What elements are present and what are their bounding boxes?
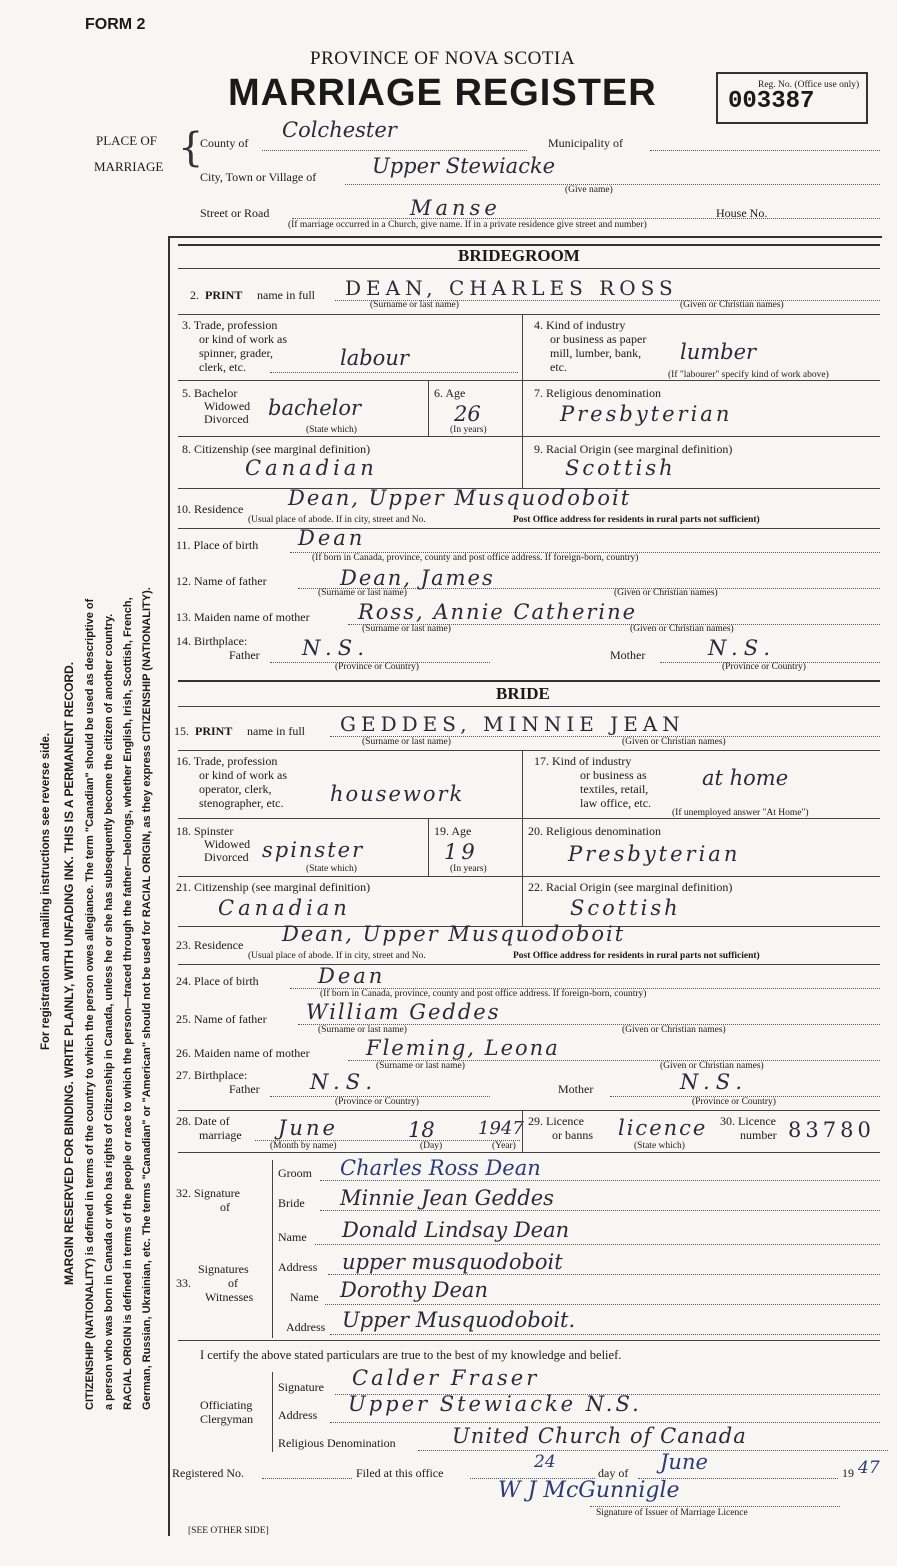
place-note: (If marriage occurred in a Church, give name. If in a private residence give street and number)	[288, 220, 647, 230]
f33-num: 33.	[176, 1276, 191, 1290]
bride-birth-hint: (If born in Canada, province, county and post office address. If foreign-born, country)	[320, 989, 647, 999]
f15-label: name in full	[247, 724, 305, 738]
w2-name: Dorothy Dean	[340, 1278, 488, 1302]
f8-label: 8. Citizenship (see marginal definition)	[182, 442, 371, 456]
groom-mother: Ross, Annie Catherine	[358, 600, 638, 624]
marriage-month: June	[278, 1116, 338, 1140]
groom-res-hint: (Usual place of abode. If in city, street and No.	[248, 515, 426, 525]
reg-no-value: 003387	[728, 88, 815, 115]
groom-religion: Presbyterian	[560, 402, 733, 426]
groom-birth-hint: (If born in Canada, province, county and post office address. If foreign-born, country)	[312, 553, 639, 563]
groom-in-years: (In years)	[450, 425, 487, 435]
f27-mother-label: Mother	[558, 1082, 594, 1096]
place-brace: {	[178, 125, 204, 171]
f4-label-c: mill, lumber, bank,	[550, 346, 642, 360]
bride-industry: at home	[702, 766, 789, 790]
f22-label: 22. Racial Origin (see marginal definition)	[528, 880, 733, 894]
day-hint: (Day)	[420, 1141, 443, 1151]
clergy-signature: Calder Fraser	[352, 1366, 540, 1390]
bride-surname-hint: (Surname or last name)	[362, 737, 451, 747]
year-prefix: 19	[842, 1466, 854, 1480]
f20-label: 20. Religious denomination	[528, 824, 661, 838]
licence-type: licence	[618, 1116, 708, 1140]
f24-label: 24. Place of birth	[176, 974, 259, 988]
f17-hint: (If unemployed answer "At Home")	[672, 808, 809, 818]
groom-origin: Scottish	[565, 456, 676, 480]
certify-text: I certify the above stated particulars are true to the best of my knowledge and belief.	[200, 1348, 622, 1362]
clergy-denom-label: Religious Denomination	[278, 1436, 396, 1450]
w2-addr-label: Address	[286, 1320, 326, 1334]
f32-label: 32. Signature	[176, 1186, 240, 1200]
groom-birthplace: Dean	[298, 526, 366, 550]
f27-label: 27. Birthplace:	[176, 1068, 248, 1082]
w1-name-label: Name	[278, 1230, 307, 1244]
bride-status: spinster	[262, 838, 365, 862]
bride-trade: housework	[330, 782, 465, 806]
f4-label: 4. Kind of industry	[534, 318, 626, 332]
f14-mother-label: Mother	[610, 648, 646, 662]
licence-number: 83780	[788, 1118, 875, 1142]
county-label: County of	[200, 136, 249, 150]
marriage-day: 18	[408, 1118, 435, 1142]
issuer-label: Signature of Issuer of Marriage Licence	[596, 1508, 748, 1518]
place-label-2: MARRIAGE	[94, 159, 164, 174]
bride-in-years: (In years)	[450, 864, 487, 874]
f18-spinster: 18. Spinster	[176, 824, 234, 838]
f6-label: 6. Age	[434, 386, 466, 400]
bride-res-hint: (Usual place of abode. If in city, street and No.	[248, 951, 426, 961]
groom-surname-hint: (Surname or last name)	[370, 300, 459, 310]
f15-num: 15.	[174, 724, 189, 738]
f28-label-b: marriage	[199, 1128, 242, 1142]
year-hint: (Year)	[492, 1141, 516, 1151]
f23-label: 23. Residence	[176, 938, 244, 952]
issuer-signature: W J McGunnigle	[498, 1478, 680, 1503]
f25-surname-hint: (Surname or last name)	[318, 1025, 407, 1035]
bride-religion: Presbyterian	[568, 842, 741, 866]
f14-father-label: Father	[229, 648, 260, 662]
filed-label: Filed at this office	[356, 1466, 444, 1480]
month-hint: (Month by name)	[270, 1141, 337, 1151]
margin-racial-2: German, Russian, Ukrainian, etc. The terms "Canadian" or "American" should not be used for RACIAL ORIGIN, as they express CITIZENSHIP (NATIONALITY).	[141, 587, 153, 1410]
clergy-addr-label: Address	[278, 1408, 318, 1422]
form-number: FORM 2	[85, 16, 146, 33]
f16-label-c: operator, clerk,	[199, 782, 272, 796]
margin-citizenship-1: CITIZENSHIP (NATIONALITY) is defined in terms of the country to which the person owes allegiance. The term "Canadian" should be used as descriptive of	[84, 598, 96, 1410]
f16-label-d: stenographer, etc.	[199, 796, 284, 810]
bride-birthplace: Dean	[318, 964, 386, 988]
groom-name: DEAN, CHARLES ROSS	[345, 276, 678, 300]
groom-mother-birthplace: N.S.	[708, 636, 777, 660]
f33-label-c: Witnesses	[205, 1290, 254, 1304]
street-label: Street or Road	[200, 206, 270, 220]
f29-label-b: or banns	[552, 1128, 593, 1142]
page-title: MARRIAGE REGISTER	[228, 72, 657, 114]
f26-label: 26. Maiden name of mother	[176, 1046, 310, 1060]
groom-signature: Charles Ross Dean	[340, 1156, 541, 1180]
bride-father-birthplace: N.S.	[310, 1070, 379, 1094]
f10-label: 10. Residence	[176, 502, 244, 516]
f14-prov-father: (Province or Country)	[335, 662, 419, 672]
groom-father: Dean, James	[340, 566, 495, 590]
bride-given-hint: (Given or Christian names)	[622, 737, 726, 747]
f26-given-hint: (Given or Christian names)	[660, 1061, 764, 1071]
f25-label: 25. Name of father	[176, 1012, 267, 1026]
give-name-hint: (Give name)	[565, 185, 613, 195]
marriage-year: 1947	[478, 1118, 524, 1139]
see-other-side: [SEE OTHER SIDE]	[188, 1526, 269, 1536]
bride-sig-label: Bride	[278, 1196, 305, 1210]
f2-print: PRINT	[205, 288, 243, 302]
registered-label: Registered No.	[172, 1466, 244, 1480]
groom-trade: labour	[340, 346, 409, 370]
f27-prov-father: (Province or Country)	[335, 1097, 419, 1107]
bride-age: 19	[444, 840, 479, 864]
filed-day: 24	[534, 1452, 556, 1472]
f5-divorced: Divorced	[204, 412, 249, 426]
f12-label: 12. Name of father	[176, 574, 267, 588]
f21-label: 21. Citizenship (see marginal definition)	[176, 880, 371, 894]
groom-father-birthplace: N.S.	[302, 636, 371, 660]
f4-hint: (If "labourer" specify kind of work above)	[668, 370, 829, 380]
f17-label-d: law office, etc.	[580, 796, 652, 810]
f30-label: 30. Licence	[720, 1114, 776, 1128]
f28-label: 28. Date of	[176, 1114, 230, 1128]
bride-res-hint-b: Post Office address for residents in rural parts not sufficient)	[513, 951, 760, 961]
reg-no-label: Reg. No. (Office use only)	[758, 80, 860, 90]
f9-label: 9. Racial Origin (see marginal definition)	[534, 442, 733, 456]
f4-label-b: or business as paper	[550, 332, 647, 346]
f2-label: name in full	[257, 288, 315, 302]
margin-binding: MARGIN RESERVED FOR BINDING. WRITE PLAINLY, WITH UNFADING INK. THIS IS A PERMANENT RECORD.	[62, 661, 76, 1285]
groom-status: bachelor	[268, 396, 362, 420]
f13-label: 13. Maiden name of mother	[176, 610, 310, 624]
f4-label-d: etc.	[550, 360, 567, 374]
bride-name: GEDDES, MINNIE JEAN	[340, 712, 685, 736]
f17-label-c: textiles, retail,	[580, 782, 649, 796]
f5-bachelor: 5. Bachelor	[182, 386, 238, 400]
margin-racial-1: RACIAL ORIGIN is defined in terms of the people or race to which the person—traced through the father—belongs, whether English, Irish, Scottish, French,	[122, 597, 134, 1410]
city-value: Upper Stewiacke	[372, 154, 556, 178]
f18-divorced: Divorced	[204, 850, 249, 864]
f3-label-c: spinner, grader,	[199, 346, 274, 360]
f19-label: 19. Age	[434, 824, 472, 838]
f2-num: 2.	[190, 288, 199, 302]
city-label: City, Town or Village of	[200, 170, 317, 184]
groom-residence: Dean, Upper Musquodoboit	[288, 486, 632, 510]
house-label: House No.	[716, 206, 768, 220]
bride-mother-birthplace: N.S.	[680, 1070, 749, 1094]
f12-given-hint: (Given or Christian names)	[614, 588, 718, 598]
f32-label-b: of	[220, 1200, 230, 1214]
groom-given-hint: (Given or Christian names)	[680, 300, 784, 310]
groom-industry: lumber	[680, 340, 757, 364]
f11-label: 11. Place of birth	[176, 538, 259, 552]
f3-label-d: clerk, etc.	[199, 360, 246, 374]
bride-state-which: (State which)	[306, 864, 357, 874]
f25-given-hint: (Given or Christian names)	[622, 1025, 726, 1035]
f15-print: PRINT	[195, 724, 233, 738]
day-of-label: day of	[598, 1466, 629, 1480]
filed-year: 47	[858, 1458, 880, 1478]
f3-label-b: or kind of work as	[199, 332, 287, 346]
groom-res-hint-b: Post Office address for residents in rural parts not sufficient)	[513, 515, 760, 525]
bride-residence: Dean, Upper Musquodoboit	[282, 922, 626, 946]
f3-label: 3. Trade, profession	[182, 318, 278, 332]
clergy-address: Upper Stewiacke N.S.	[348, 1392, 642, 1416]
f16-label: 16. Trade, profession	[176, 754, 278, 768]
f5-widowed: Widowed	[204, 399, 251, 413]
f12-surname-hint: (Surname or last name)	[318, 588, 407, 598]
county-value: Colchester	[282, 118, 397, 142]
f14-label: 14. Birthplace:	[176, 634, 248, 648]
groom-sig-label: Groom	[278, 1166, 312, 1180]
f17-label-b: or business as	[580, 768, 647, 782]
w2-name-label: Name	[290, 1290, 319, 1304]
f29-label: 29. Licence	[528, 1114, 584, 1128]
w1-address: upper musquodoboit	[342, 1250, 563, 1274]
clergy-denomination: United Church of Canada	[452, 1424, 747, 1448]
f33-label-b: of	[228, 1276, 238, 1290]
f33-label-a: Signatures	[198, 1262, 249, 1276]
province-heading: PROVINCE OF NOVA SCOTIA	[310, 48, 576, 69]
bride-origin: Scottish	[570, 896, 681, 920]
filed-month: June	[660, 1450, 708, 1474]
f16-label-b: or kind of work as	[199, 768, 287, 782]
f13-surname-hint: (Surname or last name)	[362, 624, 451, 634]
margin-citizenship-2: a person who was born in Canada or who has rights of Citizenship in Canada, unless he or she has subsequently become the citizen of another country.	[103, 613, 115, 1410]
w1-name: Donald Lindsay Dean	[342, 1218, 570, 1242]
f17-label: 17. Kind of industry	[534, 754, 632, 768]
margin-instructions: For registration and mailing instructions see reverse side.	[40, 733, 52, 1050]
clergy-sig-label: Signature	[278, 1380, 324, 1394]
bride-signature: Minnie Jean Geddes	[340, 1186, 554, 1210]
f27-father-label: Father	[229, 1082, 260, 1096]
f26-surname-hint: (Surname or last name)	[376, 1061, 465, 1071]
groom-citizenship: Canadian	[245, 456, 378, 480]
place-label-1: PLACE OF	[96, 133, 158, 148]
f13-given-hint: (Given or Christian names)	[630, 624, 734, 634]
licence-state-which: (State which)	[634, 1141, 685, 1151]
officiating-label: Officiating	[200, 1398, 253, 1412]
f7-label: 7. Religious denomination	[534, 386, 661, 400]
groom-age: 26	[454, 402, 481, 426]
section-bridegroom: BRIDEGROOM	[458, 246, 580, 265]
f27-prov-mother: (Province or Country)	[692, 1097, 776, 1107]
w1-addr-label: Address	[278, 1260, 318, 1274]
municipality-label: Municipality of	[548, 136, 623, 150]
f18-widowed: Widowed	[204, 837, 251, 851]
bride-citizenship: Canadian	[218, 896, 351, 920]
reg-no-box	[716, 72, 868, 124]
f14-prov-mother: (Province or Country)	[722, 662, 806, 672]
section-bride: BRIDE	[496, 684, 550, 703]
bride-father: William Geddes	[306, 1000, 501, 1024]
groom-state-which: (State which)	[306, 425, 357, 435]
bride-mother: Fleming, Leona	[366, 1036, 560, 1060]
f30-label-b: number	[740, 1128, 777, 1142]
street-value: Manse	[410, 196, 501, 220]
clergyman-label: Clergyman	[200, 1412, 254, 1426]
w2-address: Upper Musquodoboit.	[342, 1308, 576, 1332]
